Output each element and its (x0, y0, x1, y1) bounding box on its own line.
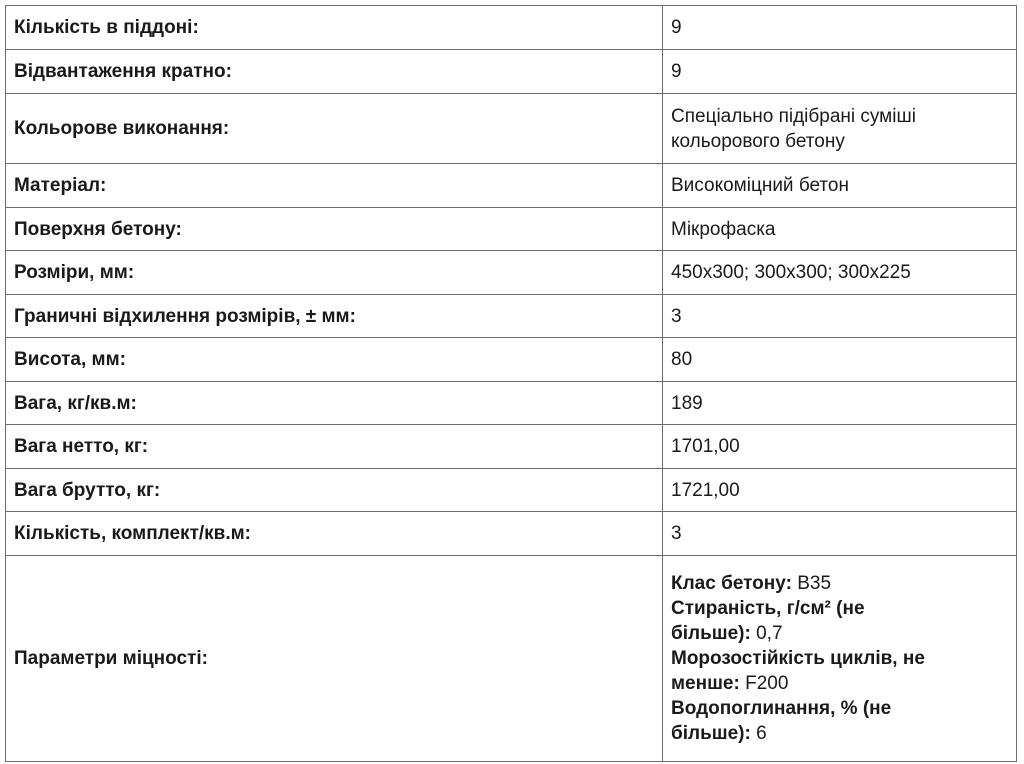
concrete-class-value: B35 (797, 573, 832, 594)
spec-value: 9 (663, 6, 1017, 50)
spec-value (663, 94, 1017, 164)
frost-resistance-label: Морозостійкість циклів, не (671, 648, 925, 669)
specifications-table (5, 5, 1017, 762)
water-absorption-label: Водопоглинання, % (не (671, 698, 892, 719)
spec-value: 189 (663, 382, 1017, 425)
table-row (6, 512, 1017, 556)
table-row (6, 6, 1017, 50)
water-absorption-line (671, 721, 1008, 746)
spec-label: Відвантаження кратно: (6, 50, 663, 94)
table-row (6, 556, 1017, 762)
spec-label: Висота, мм: (6, 338, 663, 382)
spec-label: Кількість, комплект/кв.м: (6, 512, 663, 556)
water-absorption-value: 6 (756, 723, 767, 744)
table-row (6, 94, 1017, 164)
table-row (6, 164, 1017, 208)
spec-value: 80 (663, 338, 1017, 382)
spec-value: 450x300; 300x300; 300x225 (663, 251, 1017, 295)
concrete-class-label: Клас бетону: (671, 573, 792, 594)
spec-value: 3 (663, 512, 1017, 556)
concrete-class-line (671, 571, 1008, 596)
spec-label: Матеріал: (6, 164, 663, 208)
frost-resistance-value: F200 (745, 673, 789, 694)
spec-label: Кількість в піддоні: (6, 6, 663, 50)
table-row (6, 338, 1017, 382)
spec-value: 9 (663, 50, 1017, 94)
spec-label: Граничні відхилення розмірів, ± мм: (6, 295, 663, 338)
spec-value: 1721,00 (663, 469, 1017, 512)
table-row (6, 50, 1017, 94)
frost-resistance-label-end: менше: (671, 673, 740, 694)
abrasion-line (671, 621, 1008, 646)
spec-label: Кольорове виконання: (6, 94, 663, 164)
spec-value: 3 (663, 295, 1017, 338)
spec-value: Високоміцний бетон (663, 164, 1017, 208)
abrasion-label-end: більше): (671, 623, 751, 644)
table-row (6, 295, 1017, 338)
spec-label: Вага брутто, кг: (6, 469, 663, 512)
abrasion-value: 0,7 (756, 623, 783, 644)
table-row (6, 469, 1017, 512)
spec-value: Мікрофаска (663, 208, 1017, 251)
spec-label: Вага, кг/кв.м: (6, 382, 663, 425)
spec-value-line: кольорового бетону (671, 130, 845, 152)
strength-parameters (663, 556, 1017, 762)
spec-value: 1701,00 (663, 425, 1017, 469)
spec-label: Розміри, мм: (6, 251, 663, 295)
table-row (6, 208, 1017, 251)
table-row (6, 251, 1017, 295)
water-absorption-label-end: більше): (671, 723, 751, 744)
table-row (6, 382, 1017, 425)
abrasion-label: Стираність, г/см² (не (671, 598, 865, 619)
frost-resistance-line (671, 671, 1008, 696)
spec-label: Вага нетто, кг: (6, 425, 663, 469)
spec-value-line: Спеціально підібрані суміші (671, 105, 916, 127)
spec-label: Параметри міцності: (6, 556, 663, 762)
table-row (6, 425, 1017, 469)
spec-label: Поверхня бетону: (6, 208, 663, 251)
